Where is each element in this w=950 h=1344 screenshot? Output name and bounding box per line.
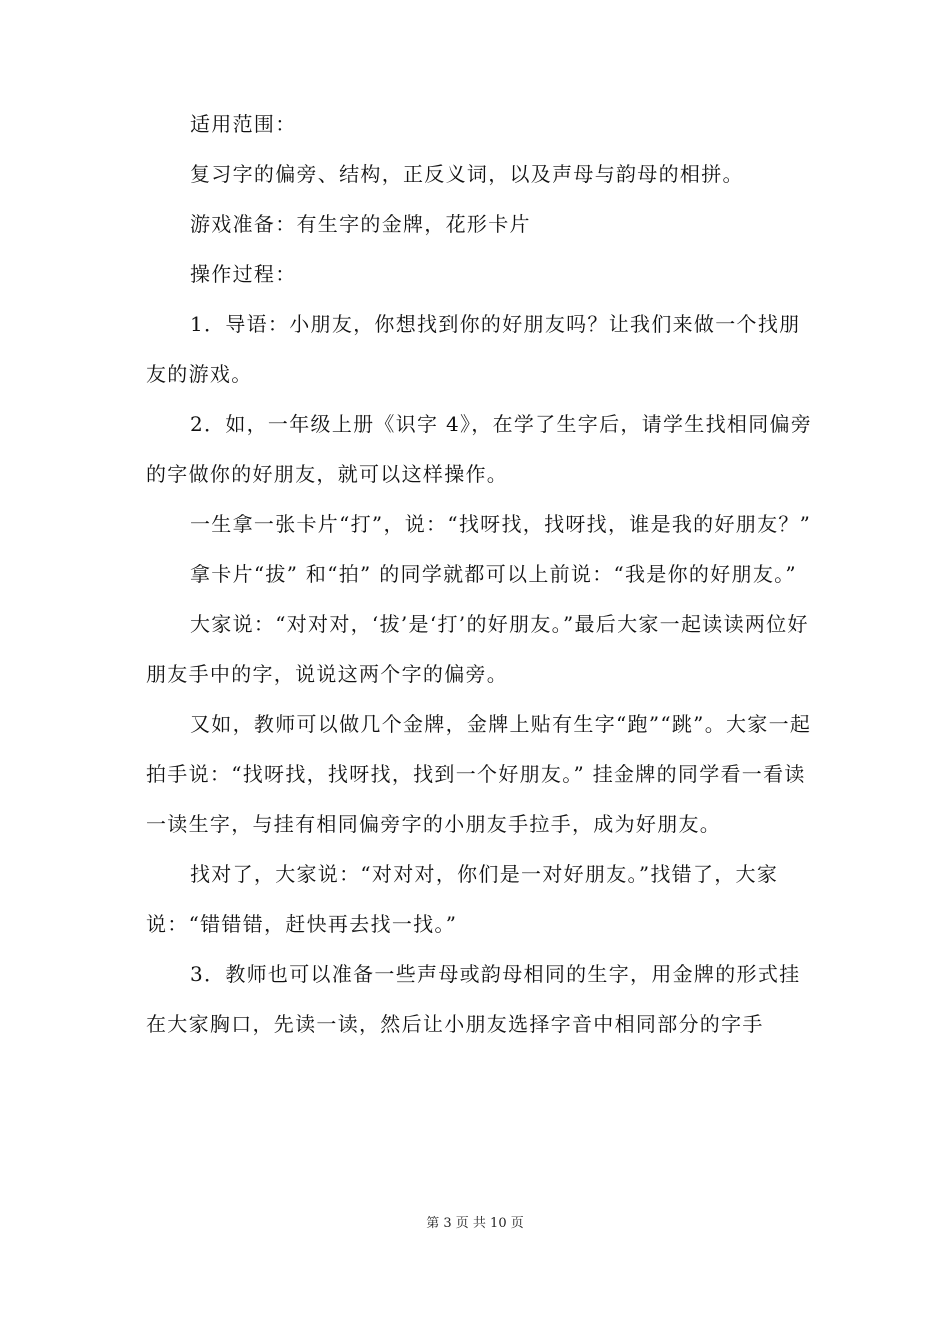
paragraph-friend-response: 拿卡片“拔” 和“拍” 的同学就都可以上前说：“我是你的好朋友。” (190, 562, 797, 586)
paragraph-scope-heading: 适用范围： (190, 112, 297, 136)
paragraph-scope-content: 复习字的偏旁、结构，正反义词，以及声母与韵母的相拼。 (190, 162, 744, 186)
paragraph-gold-medal-example: 又如，教师可以做几个金牌，金牌上贴有生字“跑”“跳”。大家一起拍手说：“找呀找，找呀找，找到一个好朋友。” 挂金牌的同学看一看读一读生字，与挂有相同偏旁字的小朋友手拉手，成为好朋友。 (146, 712, 812, 836)
paragraph-card-dialogue: 一生拿一张卡片“打”，说：“找呀找，找呀找，谁是我的好朋友？” (190, 512, 812, 536)
paragraph-step-3: 3．教师也可以准备一些声母或韵母相同的生字，用金牌的形式挂在大家胸口，先读一读，然后让小朋友选择字音中相同部分的字手 (146, 962, 801, 1036)
document-body (146, 99, 816, 1049)
paragraph-procedure-heading: 操作过程： (190, 262, 297, 286)
page-footer: 第 3 页 共 10 页 (426, 1216, 524, 1231)
paragraph-preparation: 游戏准备：有生字的金牌，花形卡片 (190, 212, 531, 236)
paragraph-step-1: 1．导语：小朋友，你想找到你的好朋友吗？让我们来做一个找朋友的游戏。 (146, 312, 801, 386)
paragraph-step-2: 2．如，一年级上册《识字 4》，在学了生字后，请学生找相同偏旁的字做你的好朋友，就可以这样操作。 (146, 412, 813, 486)
paragraph-everyone-says: 大家说：“对对对，‘拔’是‘打’的好朋友。”最后大家一起读读两位好朋友手中的字，说说这两个字的偏旁。 (146, 612, 809, 686)
paragraph-right-wrong: 找对了，大家说：“对对对，你们是一对好朋友。”找错了，大家说：“错错错，赶快再去找一找。” (146, 862, 779, 936)
